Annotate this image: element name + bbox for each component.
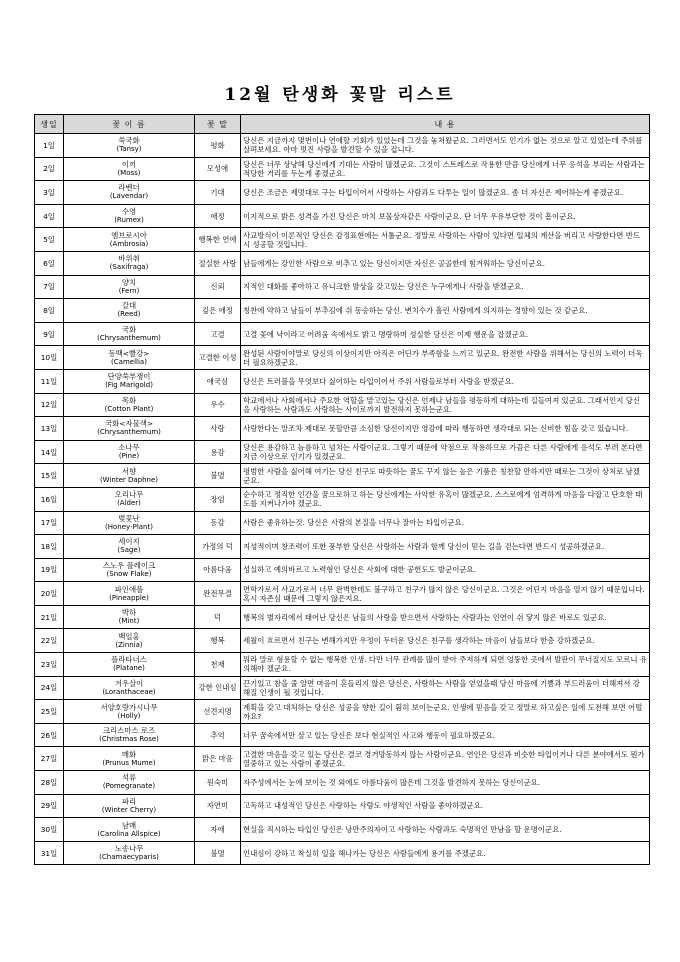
flower-name-korean: 남매 — [121, 820, 137, 830]
birthday-cell: 21일 — [35, 605, 64, 629]
description-cell: 너무 꿈속에서만 살고 있는 당신은 보다 현실적인 사고와 행동이 필요하겠군요. — [241, 723, 650, 747]
table-row — [35, 275, 650, 299]
table-row — [35, 723, 650, 747]
birthday-cell: 17일 — [35, 511, 64, 535]
flower-name-cell — [64, 251, 195, 275]
table-row — [35, 251, 650, 275]
header-flower-meaning: 꽃 말 — [195, 115, 241, 134]
flower-name-korean: 바위취 — [118, 254, 140, 264]
flower-name-korean: 서향 — [121, 466, 137, 476]
flower-name-cell — [64, 487, 195, 511]
table-row — [35, 134, 650, 158]
flower-meaning-cell: 장엄 — [195, 487, 241, 511]
flower-name-cell — [64, 322, 195, 346]
flower-name-korean: 플라타너스 — [111, 655, 147, 665]
flower-name-korean: 파리 — [121, 796, 137, 806]
flower-name-cell — [64, 204, 195, 228]
table-row — [35, 157, 650, 181]
table-row — [35, 322, 650, 346]
description-cell: 학교에서나 사회에서나 주요한 역할을 맡고있는 당신은 언제나 남들을 평등하게 대하는데 길들여져 있군요. 그래서인지 당신을 사랑하는 사람과도 사랑하는 사이로까지 발전하지 못하는군요. — [241, 393, 650, 417]
flower-meaning-cell: 고결한 이성 — [195, 346, 241, 370]
description-cell: 당신은 트러블을 무엇보다 싫어하는 타입이어서 주위 사람들로부터 사랑을 받겠군요. — [241, 369, 650, 393]
birthday-cell: 26일 — [35, 723, 64, 747]
table-row — [35, 228, 650, 252]
flower-name-cell — [64, 818, 195, 842]
flower-name-english: (Sage) — [117, 546, 141, 555]
flower-meaning-cell: 아름다움 — [195, 558, 241, 582]
header-description: 내 용 — [241, 115, 650, 134]
flower-name-cell — [64, 393, 195, 417]
flower-name-cell — [64, 605, 195, 629]
flower-name-korean: 오리나무 — [114, 490, 144, 500]
birthday-cell: 3일 — [35, 181, 64, 205]
flower-name-korean: 단양쑥부쟁이 — [107, 372, 151, 382]
flower-name-cell — [64, 794, 195, 818]
birthday-cell: 22일 — [35, 629, 64, 653]
flower-name-english: (Winter Daphne) — [99, 475, 159, 484]
table-row — [35, 629, 650, 653]
flower-name-english: (Winter Cherry) — [101, 805, 157, 814]
flower-name-korean: 백일홍 — [118, 631, 140, 641]
flower-name-english: (Fig Marigold) — [105, 381, 153, 390]
table-row — [35, 346, 650, 370]
birthday-cell: 10일 — [35, 346, 64, 370]
flower-name-cell — [64, 464, 195, 488]
flower-meaning-cell: 동감 — [195, 511, 241, 535]
birthday-cell: 1일 — [35, 134, 64, 158]
table-row — [35, 511, 650, 535]
flower-name-cell — [64, 134, 195, 158]
flower-meaning-cell: 애국심 — [195, 369, 241, 393]
birthday-cell: 29일 — [35, 794, 64, 818]
flower-name-korean: 벚꽃난 — [118, 513, 140, 523]
flower-name-cell — [64, 841, 195, 865]
flower-name-english: (Moss) — [117, 168, 141, 177]
flower-name-cell — [64, 700, 195, 724]
table-header-row — [35, 115, 650, 134]
birthday-cell: 19일 — [35, 558, 64, 582]
birthday-cell: 9일 — [35, 322, 64, 346]
flower-name-english: (Chrysanthemum) — [97, 428, 161, 437]
description-cell: 계획을 갖고 대처하는 당신은 성공을 향한 길이 훤히 보이는군요. 인생에 믿음을 갖고 정말로 하고싶은 일에 도전해 보면 어떨까요? — [241, 700, 650, 724]
flower-name-korean: 박하 — [121, 608, 137, 618]
flower-name-korean: 국화<자물색> — [104, 419, 154, 429]
flower-name-cell — [64, 747, 195, 771]
flower-name-korean: 서양호랑가시나무 — [100, 702, 158, 712]
flower-name-korean: 크리스마스 로즈 — [102, 726, 156, 736]
description-cell: 당신은 용감하고 늠름하고 넘치는 사람이군요. 그렇기 때문에 약점으로 작용하므로 가끔은 다른 사람에게 응석도 부려 본다면 지금 이상으로 인기가 있겠군요. — [241, 440, 650, 464]
flower-name-korean: 매화 — [121, 749, 137, 759]
description-cell: 성실하고 예의바르고 노력형인 당신은 사회에 대한 공헌도도 발군이군요. — [241, 558, 650, 582]
flower-name-cell — [64, 582, 195, 606]
flower-name-korean: 라벤더 — [118, 183, 140, 193]
flower-meaning-cell: 가정의 덕 — [195, 535, 241, 559]
flower-meaning-cell: 원숙미 — [195, 771, 241, 795]
flower-name-korean: 소나무 — [118, 443, 140, 453]
description-cell: 뭐라 말로 형용할 수 없는 행복한 인생. 다만 너무 관례를 많이 받아 주저하게 되면 엉뚱한 곳에서 발판이 무너질지도 모르니 유의해야 겠군요. — [241, 653, 650, 677]
flower-meaning-cell: 용감 — [195, 440, 241, 464]
flower-meaning-cell: 모성애 — [195, 157, 241, 181]
flower-name-english: (Fern) — [118, 286, 140, 295]
description-cell: 남들에게는 강인한 사람으로 비추고 있는 당신이지만 자신은 골골한데 힘겨워하는 당신이군요. — [241, 251, 650, 275]
flower-meaning-cell: 선견지명 — [195, 700, 241, 724]
flower-name-english: (Lavendar) — [109, 192, 149, 201]
birthday-cell: 4일 — [35, 204, 64, 228]
flower-name-english: (Christmas Rose) — [99, 735, 159, 744]
birthday-cell: 23일 — [35, 653, 64, 677]
flower-name-cell — [64, 157, 195, 181]
birthday-cell: 31일 — [35, 841, 64, 865]
flower-name-english: (Loranthaceae) — [102, 687, 156, 696]
description-cell: 당신은 조금은 제멋대로 구는 타입이어서 사랑하는 사람과도 다투는 일이 많겠군요. 좀 더 자신은 제어하는게 좋겠군요. — [241, 181, 650, 205]
table-row — [35, 535, 650, 559]
table-row — [35, 771, 650, 795]
flower-name-cell — [64, 299, 195, 323]
flower-name-cell — [64, 723, 195, 747]
flower-name-english: (Alder) — [117, 499, 141, 508]
flower-name-cell — [64, 440, 195, 464]
table-row — [35, 558, 650, 582]
flower-name-cell — [64, 369, 195, 393]
description-cell: 끈기있고 참을 줄 알면 마음이 흔들리지 않은 당신은, 사랑하는 사람을 얻었을때 당신 마음에 기쁨과 부드러움이 더해져서 강해질 인생이 될 것입니다. — [241, 676, 650, 700]
description-cell: 고독하고 내성적인 당신은 사랑하는 사람도 야생적인 사람을 좋아하겠군요. — [241, 794, 650, 818]
birthday-cell: 8일 — [35, 299, 64, 323]
flower-name-korean: 쑥국화 — [118, 136, 140, 146]
birthday-cell: 24일 — [35, 676, 64, 700]
table-row — [35, 369, 650, 393]
flower-name-korean: 엠브로시아 — [111, 230, 147, 240]
description-cell: 인내심이 강하고 착실히 일을 해나가는 당신은 사람들에게 용기를 주겠군요. — [241, 841, 650, 865]
table-row — [35, 818, 650, 842]
table-row — [35, 605, 650, 629]
flower-meaning-cell: 애정 — [195, 204, 241, 228]
description-cell: 사랑한다는 말조차 제대로 못할만큼 소심한 당신이지만 영감에 따라 행동하면 생각대로 되는 신비한 힘을 갖고 있습니다. — [241, 417, 650, 441]
flower-meaning-cell: 자연미 — [195, 794, 241, 818]
flower-name-cell — [64, 417, 195, 441]
flower-name-english: (Honey-Plant) — [105, 522, 153, 531]
flower-name-cell — [64, 676, 195, 700]
birthday-cell: 14일 — [35, 440, 64, 464]
flower-meaning-cell: 평화 — [195, 134, 241, 158]
table-row — [35, 794, 650, 818]
flower-name-cell — [64, 181, 195, 205]
birthday-cell: 13일 — [35, 417, 64, 441]
flower-name-english: (Holly) — [117, 711, 141, 720]
table-row — [35, 841, 650, 865]
flower-name-korean: 갈대 — [121, 301, 137, 311]
table-row — [35, 676, 650, 700]
flower-meaning-cell: 사랑 — [195, 417, 241, 441]
flower-name-korean: 목화 — [121, 395, 137, 405]
birthday-cell: 25일 — [35, 700, 64, 724]
birthday-cell: 11일 — [35, 369, 64, 393]
table-row — [35, 204, 650, 228]
description-cell: 이지적으로 밝은 성격을 가진 당신은 마치 보물상자같은 사람이군요. 단 너무 우유부단한 것이 흠이군요. — [241, 204, 650, 228]
birthday-cell: 5일 — [35, 228, 64, 252]
flower-name-korean: 동백<빨강> — [108, 348, 150, 358]
flower-name-cell — [64, 275, 195, 299]
flower-meaning-cell: 천재 — [195, 653, 241, 677]
flower-meaning-cell: 우수 — [195, 393, 241, 417]
header-flower-name: 꽃 이 름 — [64, 115, 195, 134]
table-row — [35, 582, 650, 606]
flower-name-cell — [64, 535, 195, 559]
header-birthday: 생일 — [35, 115, 64, 134]
flower-name-english: (Snow Flake) — [106, 569, 152, 578]
flower-meaning-cell: 추억 — [195, 723, 241, 747]
birthday-cell: 12일 — [35, 393, 64, 417]
birthday-cell: 18일 — [35, 535, 64, 559]
description-cell: 고결한 마음을 갖고 있는 당신은 결코 경거망동하지 않는 사람이군요. 연인은 당신과 비슷한 타입이거나 다른 분야에서도 뭔가 열중하고 있는 사람이 좋겠군요. — [241, 747, 650, 771]
flower-name-english: (Zinnia) — [115, 640, 143, 649]
flower-name-english: (Chamaecyparis) — [99, 853, 159, 862]
table-row — [35, 181, 650, 205]
flower-name-korean: 양치 — [121, 277, 137, 287]
description-cell: 고결 꽃에 낙이라고 어려움 속에서도 밝고 명랑하며 성실한 당신은 이제 행운을 잡겠군요. — [241, 322, 650, 346]
description-cell: 행복의 별자리에서 태어난 당신은 남들의 사랑을 받으면서 사랑하는 사람과는 인연이 쉬 닿지 않은 바로도 있군요. — [241, 605, 650, 629]
description-cell: 면학가로서 사교가로서 너무 완벽한데도 불구하고 친구가 많지 않은 당신이군요. 그것은 어딘지 마음을 열지 않기 때문입니다. 혹시 자존심 때문에 그렇지 않은지요. — [241, 582, 650, 606]
flower-meaning-cell: 덕 — [195, 605, 241, 629]
table-row — [35, 440, 650, 464]
flower-meaning-cell: 절실한 사랑 — [195, 251, 241, 275]
table-row — [35, 653, 650, 677]
description-cell: 세월이 흐르면서 친구는 변해가지만 우정이 두터운 당신은 친구를 생각하는 마음이 남들보다 한층 강하겠군요. — [241, 629, 650, 653]
flower-meaning-cell: 행복 — [195, 629, 241, 653]
table-row — [35, 417, 650, 441]
birthday-cell: 7일 — [35, 275, 64, 299]
birthday-cell: 15일 — [35, 464, 64, 488]
flower-meaning-cell: 불멸 — [195, 464, 241, 488]
flower-name-english: (Pineapple) — [109, 593, 149, 602]
flower-name-korean: 파인애플 — [114, 584, 144, 594]
table-row — [35, 700, 650, 724]
description-cell: 지성적이며 창조력이 또한 풍부한 당신은 사랑하는 사람과 함께 당신이 믿는 길을 걷는다면 반드시 성공하겠군요. — [241, 535, 650, 559]
flower-name-english: (Tansy) — [116, 145, 142, 154]
birthday-cell: 16일 — [35, 487, 64, 511]
birthday-cell: 30일 — [35, 818, 64, 842]
description-cell: 평범한 사람을 싫어해 여기는 당신 친구도 따뜻하는 꿈도 꾸지 않는 높은 기품은 칭찬할 만하지만 때로는 그것이 상처로 남겠군요. — [241, 464, 650, 488]
description-cell: 완성된 사람이야말로 당신의 이상이지만 아직은 어딘가 부족함을 느끼고 있군요. 완전한 사람을 위해서는 당신의 노력이 더욱더 필요하겠군요. — [241, 346, 650, 370]
flower-meaning-cell: 불멸 — [195, 841, 241, 865]
description-cell: 당신은 지금까지 몇번이나 연애할 기회가 있었는데 그것을 놓쳐왔군요. 그러면서도 인기가 없는 것으로 알고 있었는데 주위를 살펴보세요. 아마 멋진 사람을 발견할 수 있을 겁니다. — [241, 134, 650, 158]
flower-name-english: (Pine) — [118, 452, 140, 461]
flower-name-korean: 국화 — [121, 325, 137, 335]
description-cell: 순수하고 정직한 인간을 꿈으로하고 하는 당신에게는 사악한 유혹이 많겠군요. 스스로에게 엄격하게 마음을 다잡고 단호한 태도를 지켜나가야 겠군요. — [241, 487, 650, 511]
flower-name-english: (Camellia) — [111, 357, 147, 366]
birthday-cell: 2일 — [35, 157, 64, 181]
flower-name-english: (Cotton Plant) — [104, 404, 154, 413]
flower-name-korean: 스노우 플레이크 — [102, 560, 156, 570]
table-row — [35, 299, 650, 323]
description-cell: 지적인 대화를 좋아하고 유니크한 발상을 갖고있는 당신은 누구에게나 사랑을 받겠군요. — [241, 275, 650, 299]
description-cell: 당신은 너무 상냥해 당신에게 기대는 사람이 많겠군요. 그것이 스트레스로 작용한 만큼 당신에게 너무 응석을 부리는 사람과는 적당한 거리를 두는게 좋겠군요. — [241, 157, 650, 181]
flower-meaning-cell: 맑은 마음 — [195, 747, 241, 771]
birthday-cell: 6일 — [35, 251, 64, 275]
flower-table — [34, 114, 650, 865]
description-cell: 자주성에서는 눈에 보이는 것 외에도 아름다움이 많은데 그것을 발견하지 못하는 당신이군요. — [241, 771, 650, 795]
flower-name-cell — [64, 346, 195, 370]
flower-name-english: (Prunus Mume) — [102, 758, 156, 767]
flower-name-korean: 노송나무 — [114, 844, 144, 854]
flower-name-english: (Chrysanthemum) — [97, 334, 161, 343]
flower-name-korean: 겨우살이 — [114, 678, 144, 688]
flower-name-english: (Platane) — [113, 664, 145, 673]
description-cell: 사교방식이 이론적인 당신은 감정표현에는 서툴군요. 정말로 사랑하는 사람이 있다면 일체의 계산을 버리고 사랑한다면 반드시 성공할 것입니다. — [241, 228, 650, 252]
flower-name-korean: 이끼 — [121, 159, 137, 169]
flower-name-korean: 수영 — [121, 207, 137, 217]
flower-meaning-cell: 깊은 애정 — [195, 299, 241, 323]
page-title: 12월 탄생화 꽃말 리스트 — [224, 85, 456, 105]
flower-name-cell — [64, 771, 195, 795]
flower-meaning-cell: 고결 — [195, 322, 241, 346]
table-row — [35, 464, 650, 488]
flower-name-cell — [64, 629, 195, 653]
flower-name-english: (Pomegranate) — [102, 782, 156, 791]
flower-meaning-cell: 강한 인내심 — [195, 676, 241, 700]
flower-meaning-cell: 행복한 연애 — [195, 228, 241, 252]
flower-name-english: (Carolina Allspice) — [97, 829, 161, 838]
flower-meaning-cell: 완전무결 — [195, 582, 241, 606]
flower-name-english: (Ambrosia) — [109, 239, 149, 248]
flower-name-english: (Mint) — [118, 617, 140, 626]
description-cell: 현실을 직시하는 타입인 당신은 낭만주의자이고 사랑하는 사람과도 숙명적인 만남을 할 운명이군요. — [241, 818, 650, 842]
flower-name-korean: 석류 — [121, 773, 137, 783]
flower-name-cell — [64, 653, 195, 677]
flower-meaning-cell: 신뢰 — [195, 275, 241, 299]
flower-name-english: (Saxifraga) — [109, 263, 149, 272]
table-row — [35, 747, 650, 771]
table-row — [35, 487, 650, 511]
birthday-cell: 20일 — [35, 582, 64, 606]
table-row — [35, 393, 650, 417]
flower-name-cell — [64, 228, 195, 252]
description-cell: 칭찬에 약하고 남들이 부추김에 쉬 동승하는 당신. 변치수가 흘린 사람에게 의지하는 경향이 있는 것 같군요. — [241, 299, 650, 323]
flower-name-english: (Rumex) — [114, 216, 144, 225]
flower-meaning-cell: 자애 — [195, 818, 241, 842]
flower-name-korean: 세이지 — [118, 537, 140, 547]
birthday-cell: 28일 — [35, 771, 64, 795]
flower-name-cell — [64, 558, 195, 582]
flower-meaning-cell: 기대 — [195, 181, 241, 205]
flower-name-english: (Reed) — [117, 310, 141, 319]
flower-name-cell — [64, 511, 195, 535]
birthday-cell: 27일 — [35, 747, 64, 771]
description-cell: 사람은 좋유하는것. 당신은 사람의 본질을 너무나 잘아는 타입이군요. — [241, 511, 650, 535]
